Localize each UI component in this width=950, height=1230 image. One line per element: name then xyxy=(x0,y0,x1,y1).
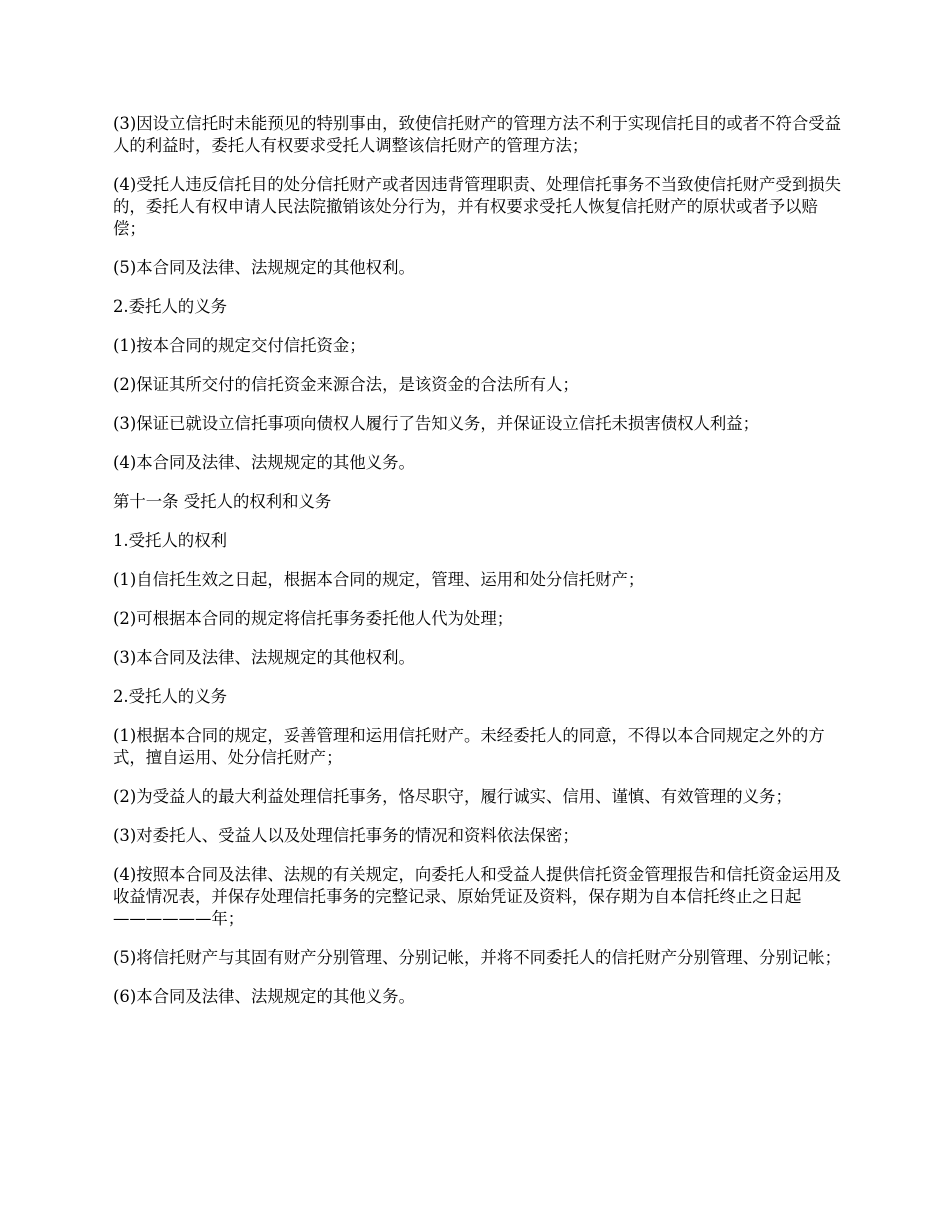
clause-paragraph: (1)按本合同的规定交付信托资金； xyxy=(113,336,366,355)
clause-paragraph: (5)本合同及法律、法规规定的其他权利。 xyxy=(113,258,415,277)
section-heading: 2.受托人的义务 xyxy=(113,687,227,706)
clause-paragraph: (1)根据本合同的规定，妥善管理和运用信托财产。未经委托人的同意，不得以本合同规定之外的方式，擅自运用、处分信托财产； xyxy=(113,726,825,767)
clause-paragraph: (1)自信托生效之日起，根据本合同的规定，管理、运用和处分信托财产； xyxy=(113,570,645,589)
clause-paragraph: (3)保证已就设立信托事项向债权人履行了告知义务，并保证设立信托未损害债权人利益； xyxy=(113,414,760,433)
clause-paragraph: (3)因设立信托时未能预见的特别事由，致使信托财产的管理方法不利于实现信托目的或者不符合受益人的利益时，委托人有权要求受托人调整该信托财产的管理方法； xyxy=(113,114,842,155)
section-heading: 1.受托人的权利 xyxy=(113,531,227,550)
clause-paragraph: (4)按照本合同及法律、法规的有关规定，向委托人和受益人提供信托资金管理报告和信托资金运用及收益情况表，并保存处理信托事务的完整记录、原始凭证及资料，保存期为自本信托终止之日起——————年； xyxy=(113,865,842,928)
clause-paragraph: (3)本合同及法律、法规规定的其他权利。 xyxy=(113,648,415,667)
article-heading: 第十一条 受托人的权利和义务 xyxy=(113,492,332,511)
clause-paragraph: (3)对委托人、受益人以及处理信托事务的情况和资料依法保密； xyxy=(113,826,579,845)
clause-paragraph: (2)保证其所交付的信托资金来源合法，是该资金的合法所有人； xyxy=(113,375,579,394)
clause-paragraph: (2)为受益人的最大利益处理信托事务，恪尽职守，履行诚实、信用、谨慎、有效管理的义务； xyxy=(113,787,792,806)
section-heading: 2.委托人的义务 xyxy=(113,297,227,316)
clause-paragraph: (4)本合同及法律、法规规定的其他义务。 xyxy=(113,453,415,472)
document-page xyxy=(113,113,843,1025)
clause-paragraph: (6)本合同及法律、法规规定的其他义务。 xyxy=(113,987,415,1006)
clause-paragraph: (5)将信托财产与其固有财产分别管理、分别记帐，并将不同委托人的信托财产分别管理、分别记帐； xyxy=(113,948,842,967)
clause-paragraph: (2)可根据本合同的规定将信托事务委托他人代为处理； xyxy=(113,609,514,628)
clause-paragraph: (4)受托人违反信托目的处分信托财产或者因违背管理职责、处理信托事务不当致使信托财产受到损失的，委托人有权申请人民法院撤销该处分行为，并有权要求受托人恢复信托财产的原状或者予以赔偿； xyxy=(113,175,842,238)
